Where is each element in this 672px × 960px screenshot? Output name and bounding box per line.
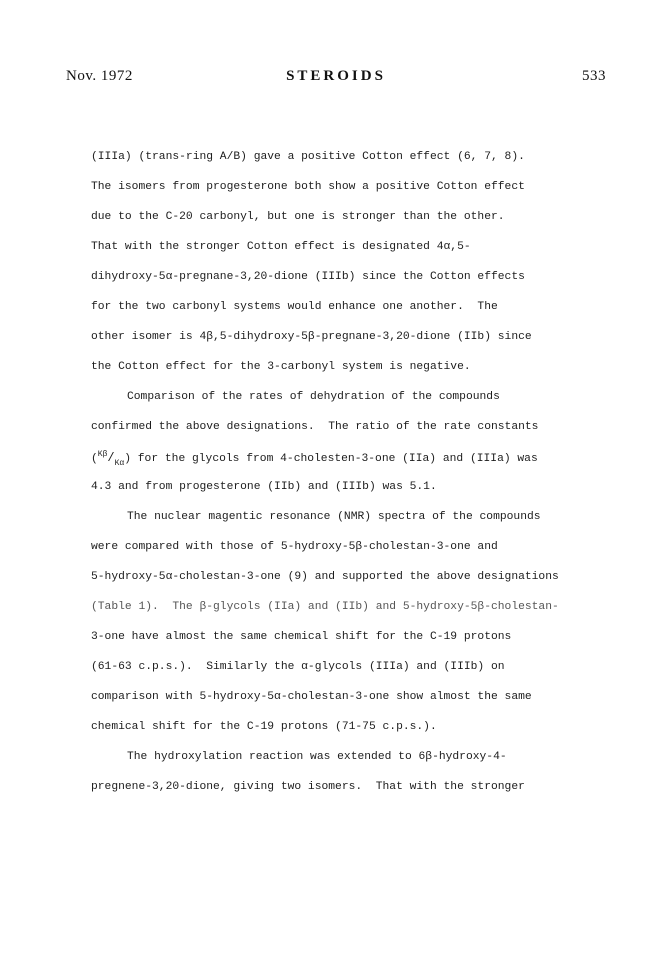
text-line: (IIIa) (trans-ring A/B) gave a positive Cotton effect (6, 7, 8).: [91, 151, 525, 163]
text-line: confirmed the above designations. The ratio of the rate constants: [91, 421, 539, 433]
paragraph-start-line: The hydroxylation reaction was extended to 6β-hydroxy-4-: [127, 751, 507, 763]
paragraph-start-line: Comparison of the rates of dehydration of the compounds: [127, 391, 500, 403]
ratio-slash: /: [107, 451, 115, 465]
header-page-number: 533: [582, 68, 606, 84]
ratio-numerator: Kβ: [97, 450, 108, 459]
text-line: for the two carbonyl systems would enhance one another. The: [91, 301, 498, 313]
ratio-open-paren: (: [91, 453, 98, 465]
text-line: 5-hydroxy-5α-cholestan-3-one (9) and supported the above designations: [91, 571, 559, 583]
text-line: were compared with those of 5-hydroxy-5β-cholestan-3-one and: [91, 541, 498, 553]
text-line: other isomer is 4β,5-dihydroxy-5β-pregnane-3,20-dione (IIb) since: [91, 331, 532, 343]
text-line: The isomers from progesterone both show a positive Cotton effect: [91, 181, 525, 193]
text-line: pregnene-3,20-dione, giving two isomers. That with the stronger: [91, 781, 525, 793]
text-line: 3-one have almost the same chemical shift for the C-19 protons: [91, 631, 512, 643]
text-line: (Table 1). The β-glycols (IIa) and (IIb) and 5-hydroxy-5β-cholestan-: [91, 601, 559, 613]
text-line: comparison with 5-hydroxy-5α-cholestan-3-one show almost the same: [91, 691, 532, 703]
ratio-denominator: Kα: [114, 459, 125, 468]
ratio-line-text: for the glycols from 4-cholesten-3-one (IIa) and (IIIa) was: [137, 453, 538, 465]
paragraph-start-line: The nuclear magentic resonance (NMR) spectra of the compounds: [127, 511, 541, 523]
text-line: (61-63 c.p.s.). Similarly the α-glycols (IIIa) and (IIIb) on: [91, 661, 505, 673]
text-line: due to the C-20 carbonyl, but one is stronger than the other.: [91, 211, 505, 223]
text-line: chemical shift for the C-19 protons (71-75 c.p.s.).: [91, 721, 437, 733]
text-line: dihydroxy-5α-pregnane-3,20-dione (IIIb) since the Cotton effects: [91, 271, 525, 283]
text-line: the Cotton effect for the 3-carbonyl system is negative.: [91, 361, 471, 373]
ratio-line: [91, 451, 538, 467]
text-line: That with the stronger Cotton effect is designated 4α,5-: [91, 241, 471, 253]
ratio-close-paren: ): [124, 453, 138, 465]
text-line: 4.3 and from progesterone (IIb) and (IIIb) was 5.1.: [91, 481, 437, 493]
header-date: Nov. 1972: [66, 68, 133, 84]
header-journal-title: STEROIDS: [286, 68, 386, 84]
